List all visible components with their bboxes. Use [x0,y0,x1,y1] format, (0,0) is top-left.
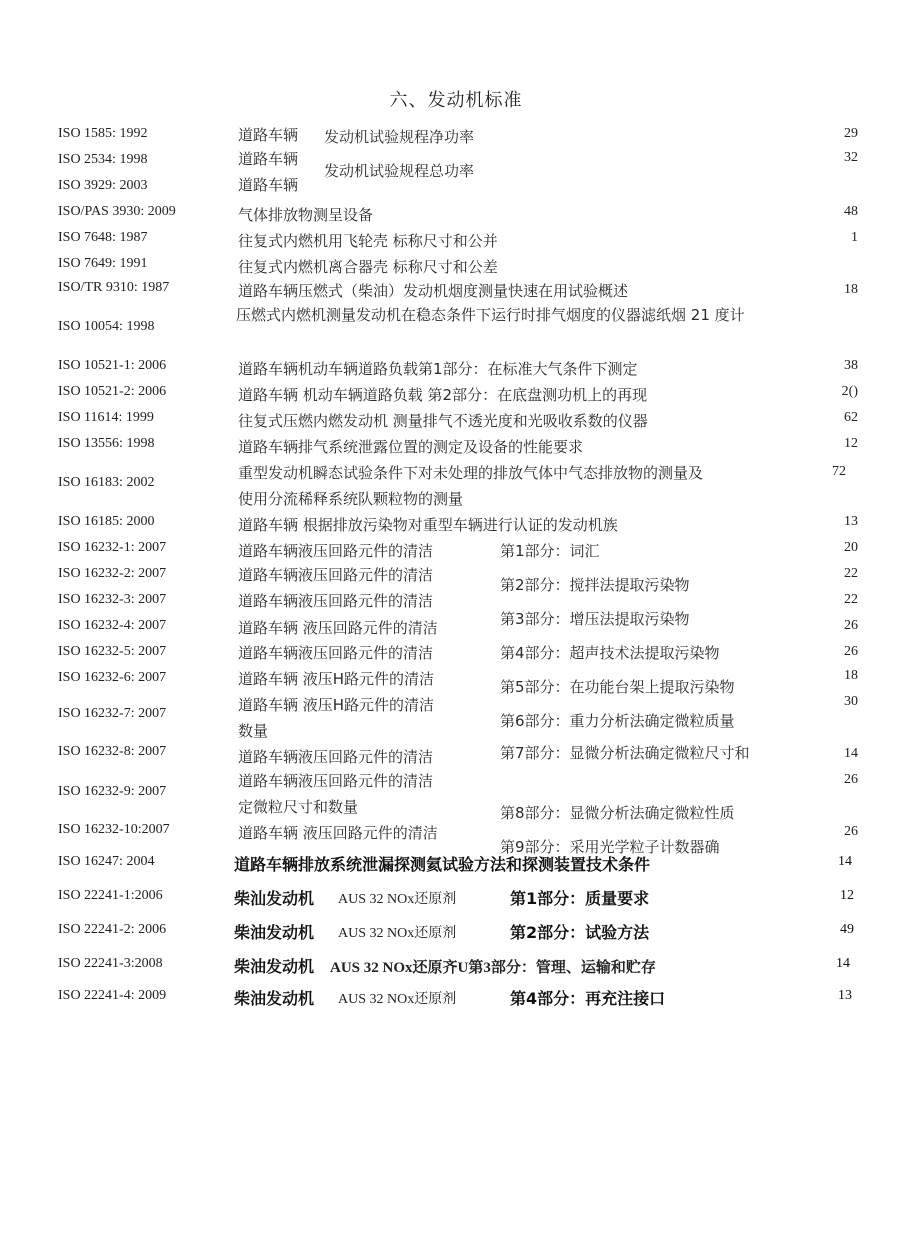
standard-title: 道路车辆 [238,150,299,168]
page-number: 26 [844,824,858,839]
page-number: 49 [840,922,854,937]
standard-title: 道路车辆液压回路元件的清洁 [238,644,434,662]
standard-title: 道路车辆排气系统泄露位置的测定及设备的性能要求 [238,438,584,456]
standard-title-line2: 定微粒尺寸和数量 [238,798,359,816]
page-number: 13 [838,988,852,1003]
standard-title-part: 第4部分：超声技术法提取污染物 [500,644,720,662]
standard-code: ISO 10521-2: 2006 [58,384,167,399]
standard-code: ISO 7649: 1991 [58,256,148,271]
standard-title: 道路车辆压燃式（柴油）发动机烟度测量快速在用试验概述 [238,282,629,300]
page-number: 18 [844,282,858,297]
standard-code: ISO/PAS 3930: 2009 [58,204,176,219]
page-number: 20 [844,540,858,555]
page-number: 18 [844,668,858,683]
standard-code: ISO 16232-9: 2007 [58,784,167,799]
standard-code: ISO/TR 9310: 1987 [58,280,170,295]
standard-title: 道路车辆 机动车辆道路负载 第2部分：在底盘测功机上的再现 [238,386,648,404]
standard-title: 柴汕发动机 [234,889,315,908]
page-number: 13 [844,514,858,529]
standard-code: ISO 16232-4: 2007 [58,618,167,633]
page-number: 32 [844,150,858,165]
standard-title-part-clipped [500,822,800,856]
standard-code: ISO 16232-10:2007 [58,822,170,837]
standard-code: ISO 16183: 2002 [58,475,155,490]
standard-code: ISO 16232-6: 2007 [58,670,167,685]
standard-title-part: 第2部分：搅拌法提取污染物 [500,576,690,594]
page-number: 62 [844,410,858,425]
standard-title: 道路车辆液压回路元件的清洁 [238,748,434,766]
standard-code: ISO 22241-4: 2009 [58,988,167,1003]
standard-title: 重型发动机瞬态试验条件下对未处理的排放气体中气态排放物的测量及 [238,464,704,482]
standard-code: ISO 16232-8: 2007 [58,744,167,759]
standard-title-part: 第3部分：增压法提取污染物 [500,610,690,628]
standard-title-line2: 数量 [238,722,269,740]
page-number: 1 [851,230,858,245]
standard-title: 道路车辆排放系统泄漏探测氦试验方法和探测装置技术条件 [234,855,651,874]
standard-title-part: 发动机试验规程净功率 [324,128,475,146]
standard-title: 道路车辆 液压回路元件的清洁 [238,824,438,842]
standard-code: ISO 22241-3:2008 [58,956,163,971]
standard-title-part: 第2部分：试验方法 [510,923,650,942]
standard-code: ISO 22241-2: 2006 [58,922,167,937]
standard-code: ISO 7648: 1987 [58,230,148,245]
standard-title: 道路车辆液压回路元件的清洁 [238,772,434,790]
page-number: 30 [844,694,858,709]
standard-title: 道路车辆 [238,126,299,144]
standard-title: 道路车辆 液压H路元件的清洁 [238,670,435,688]
standard-title: 道路车辆 液压H路元件的清洁 [238,696,435,714]
page-number: 72 [832,464,846,479]
standard-code: ISO 16232-5: 2007 [58,644,167,659]
page-number: 38 [844,358,858,373]
standard-title: 气体排放物测呈设备 [238,206,374,224]
standard-code: ISO 16247: 2004 [58,854,155,869]
standard-code: ISO 1585: 1992 [58,126,148,141]
standard-code: ISO 10054: 1998 [58,319,155,334]
standard-title-line2: 使用分流稀释系统队颗粒物的测量 [238,490,464,508]
standard-title-part: 发动机试验规程总功率 [324,162,475,180]
standard-code: ISO 16232-3: 2007 [58,592,167,607]
standard-title-part: 第9部分：采用光学粒子计数器确 [500,838,720,856]
standard-title: 往复式内燃机用飞轮壳 标称尺寸和公并 [238,232,498,250]
standard-code: ISO 2534: 1998 [58,152,148,167]
page-number: 12 [840,888,854,903]
page-number: 48 [844,204,858,219]
page-number: 26 [844,618,858,633]
standard-title: 道路车辆机动车辆道路负载第1部分：在标准大气条件下测定 [238,360,638,378]
standard-title-part: 第4部分：再充注接口 [510,989,666,1008]
reductant-label: AUS 32 NOx还原剂 [338,892,457,907]
page-number: 26 [844,644,858,659]
standard-title: 柴油发动机 [234,957,315,976]
standard-title: 往复式压燃内燃发动机 测量排气不透光度和光吸收系数的仪器 [238,412,648,430]
standard-code: ISO 22241-1:2006 [58,888,163,903]
page-number: 26 [844,772,858,787]
standard-title: 往复式内燃机离合器壳 标称尺寸和公差 [238,258,498,276]
standard-title-part: 第6部分：重力分析法确定微粒质量 [500,712,735,730]
page-number: 14 [838,854,852,869]
standard-code: ISO 3929: 2003 [58,178,148,193]
page-number: 2() [841,384,858,399]
standard-title: 道路车辆 根据排放污染物对重型车辆进行认证的发动机族 [238,516,618,534]
standard-title: 道路车辆液压回路元件的清洁 [238,542,434,560]
standard-code: ISO 16232-1: 2007 [58,540,167,555]
page-number: 12 [844,436,858,451]
standard-title-part: 第5部分：在功能台架上提取污染物 [500,678,735,696]
reductant-label: AUS 32 NOx还原剂 [338,992,457,1007]
standard-title: 道路车辆 [238,176,299,194]
standard-title: 柴油发动机 [234,989,315,1008]
page-number: 29 [844,126,858,141]
reductant-label: AUS 32 NOx还原剂 [338,926,457,941]
page-number: 22 [844,566,858,581]
standard-code: ISO 16185: 2000 [58,514,155,529]
standard-title-part: 第1部分：质量要求 [510,889,650,908]
standard-title: 柴油发动机 [234,923,315,942]
reductant-label: AUS 32 NOx还原齐U第3部分：管理、运输和贮存 [330,960,656,976]
standard-code: ISO 16232-2: 2007 [58,566,167,581]
standard-code: ISO 11614: 1999 [58,410,154,425]
standard-title-part: 第1部分：词汇 [500,542,600,560]
standard-title: 道路车辆 液压回路元件的清洁 [238,619,438,637]
standard-title-part: 第7部分：显微分析法确定微粒尺寸和 [500,744,750,762]
standard-title: 压燃式内燃机测量发动机在稳态条件下运行时排气烟度的仪器滤纸烟 21 度计 [236,306,745,324]
page-title: 六、发动机标准 [389,90,523,111]
table-row [0,986,920,1008]
page-number: 14 [836,956,850,971]
standard-title: 道路车辆液压回路元件的清洁 [238,592,434,610]
standard-title-part: 第8部分：显微分析法确定微粒性质 [500,804,735,822]
page-number: 14 [844,746,858,761]
standard-code: ISO 16232-7: 2007 [58,706,167,721]
page-number: 22 [844,592,858,607]
standard-code: ISO 13556: 1998 [58,436,155,451]
standard-title: 道路车辆液压回路元件的清洁 [238,566,434,584]
standard-code: ISO 10521-1: 2006 [58,358,167,373]
